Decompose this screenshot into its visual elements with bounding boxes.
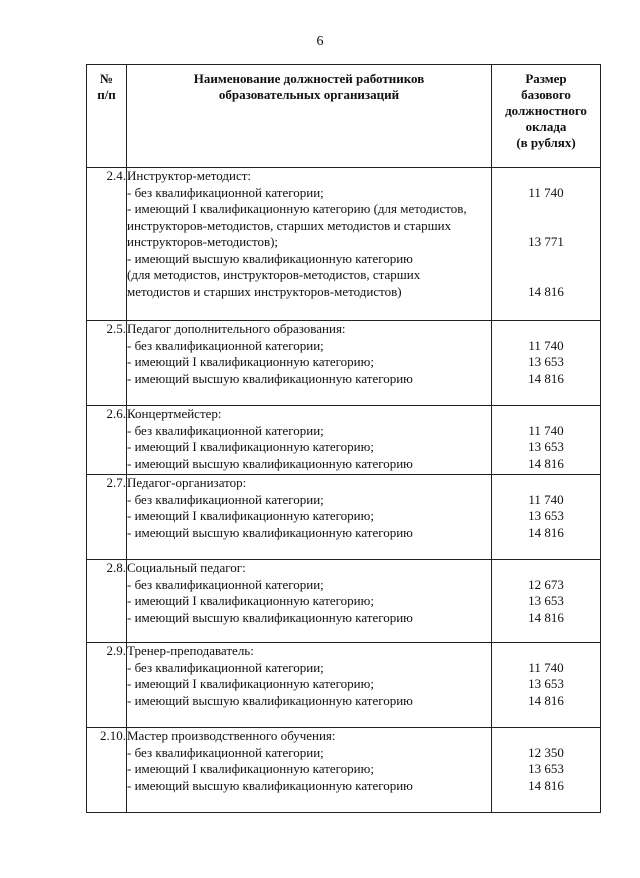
salary-value: 13 653 (528, 593, 564, 608)
table-row (87, 643, 601, 728)
salary-value: 11 740 (528, 422, 564, 438)
salary-cell (492, 475, 601, 560)
salary-cell (492, 406, 601, 475)
salary-value: 13 771 (528, 234, 564, 249)
category-item: - имеющий высшую квалификационную категорию (127, 692, 413, 708)
table-row (87, 560, 601, 643)
category-item: - имеющий высшую квалификационную категорию (127, 609, 413, 625)
row-number: 2.6. (87, 406, 127, 475)
salary-table (86, 64, 601, 813)
table-row (87, 168, 601, 321)
salary-value: 13 653 (528, 508, 564, 523)
position-title: Педагог дополнительного образования: (127, 321, 346, 336)
category-item: - имеющий I квалификационную категорию; (127, 439, 374, 454)
salary-cell (492, 168, 601, 321)
position-cell (127, 168, 492, 321)
category-item: инструкторов-методистов); (127, 234, 279, 249)
position-title: Тренер-преподаватель: (127, 643, 254, 658)
salary-value: 12 350 (528, 744, 564, 760)
salary-value: 14 816 (528, 609, 564, 625)
salary-value: 13 653 (528, 354, 564, 369)
salary-value: 13 653 (528, 761, 564, 776)
position-cell (127, 643, 492, 728)
position-cell (127, 406, 492, 475)
salary-value: 14 816 (528, 692, 564, 708)
position-title: Мастер производственного обучения: (127, 728, 336, 743)
category-item: - имеющий I квалификационную категорию; (127, 761, 374, 776)
position-title: Педагог-организатор: (127, 475, 247, 490)
salary-value: 14 816 (528, 283, 564, 299)
category-item: - имеющий высшую квалификационную категорию (127, 777, 413, 793)
category-item: - без квалификационной категории; (127, 744, 324, 760)
position-title: Концертмейстер: (127, 406, 222, 421)
table-row (87, 728, 601, 813)
category-item: методистов и старших инструкторов-методистов) (127, 283, 402, 299)
category-item: - без квалификационной категории; (127, 491, 324, 507)
category-item: - имеющий высшую квалификационную категорию (127, 250, 413, 266)
salary-cell (492, 643, 601, 728)
salary-cell (492, 560, 601, 643)
salary-cell (492, 728, 601, 813)
salary-cell (492, 321, 601, 406)
row-number: 2.8. (87, 560, 127, 643)
salary-value: 13 653 (528, 676, 564, 691)
category-item: - имеющий I квалификационную категорию (для методистов, (127, 201, 467, 216)
row-number: 2.10. (87, 728, 127, 813)
category-item: - имеющий I квалификационную категорию; (127, 508, 374, 523)
row-number: 2.7. (87, 475, 127, 560)
salary-value: 11 740 (528, 337, 564, 353)
category-item: - без квалификационной категории; (127, 337, 324, 353)
position-cell (127, 560, 492, 643)
salary-value: 13 653 (528, 439, 564, 454)
category-item: - без квалификационной категории; (127, 184, 324, 200)
header-number: № п/п (87, 65, 127, 168)
category-item: - имеющий высшую квалификационную категорию (127, 370, 413, 386)
header-position-name: Наименование должностей работников образовательных организаций (127, 65, 492, 168)
category-item: - имеющий высшую квалификационную категорию (127, 524, 413, 540)
salary-value: 12 673 (528, 576, 564, 592)
position-title: Инструктор-методист: (127, 168, 252, 183)
salary-value: 14 816 (528, 777, 564, 793)
table-row (87, 321, 601, 406)
table-row (87, 406, 601, 475)
category-item: - без квалификационной категории; (127, 576, 324, 592)
category-item: инструкторов-методистов, старших методистов и старших (127, 217, 452, 233)
category-item: - без квалификационной категории; (127, 659, 324, 675)
row-number: 2.5. (87, 321, 127, 406)
salary-value: 11 740 (528, 184, 564, 200)
category-item: - имеющий высшую квалификационную категорию (127, 455, 413, 471)
salary-value: 11 740 (528, 659, 564, 675)
category-item: - имеющий I квалификационную категорию; (127, 676, 374, 691)
category-item: (для методистов, инструкторов-методистов, старших (127, 267, 421, 282)
row-number: 2.4. (87, 168, 127, 321)
position-title: Социальный педагог: (127, 560, 246, 575)
position-cell (127, 728, 492, 813)
salary-value: 14 816 (528, 524, 564, 540)
table-header-row (87, 65, 601, 168)
row-number: 2.9. (87, 643, 127, 728)
page-number: 6 (316, 34, 324, 49)
table-row (87, 475, 601, 560)
category-item: - имеющий I квалификационную категорию; (127, 354, 374, 369)
salary-value: 14 816 (528, 455, 564, 471)
position-cell (127, 475, 492, 560)
salary-value: 11 740 (528, 491, 564, 507)
salary-value: 14 816 (528, 370, 564, 386)
position-cell (127, 321, 492, 406)
header-base-salary: Размер базового должностного оклада (в рублях) (492, 65, 601, 168)
category-item: - без квалификационной категории; (127, 422, 324, 438)
category-item: - имеющий I квалификационную категорию; (127, 593, 374, 608)
